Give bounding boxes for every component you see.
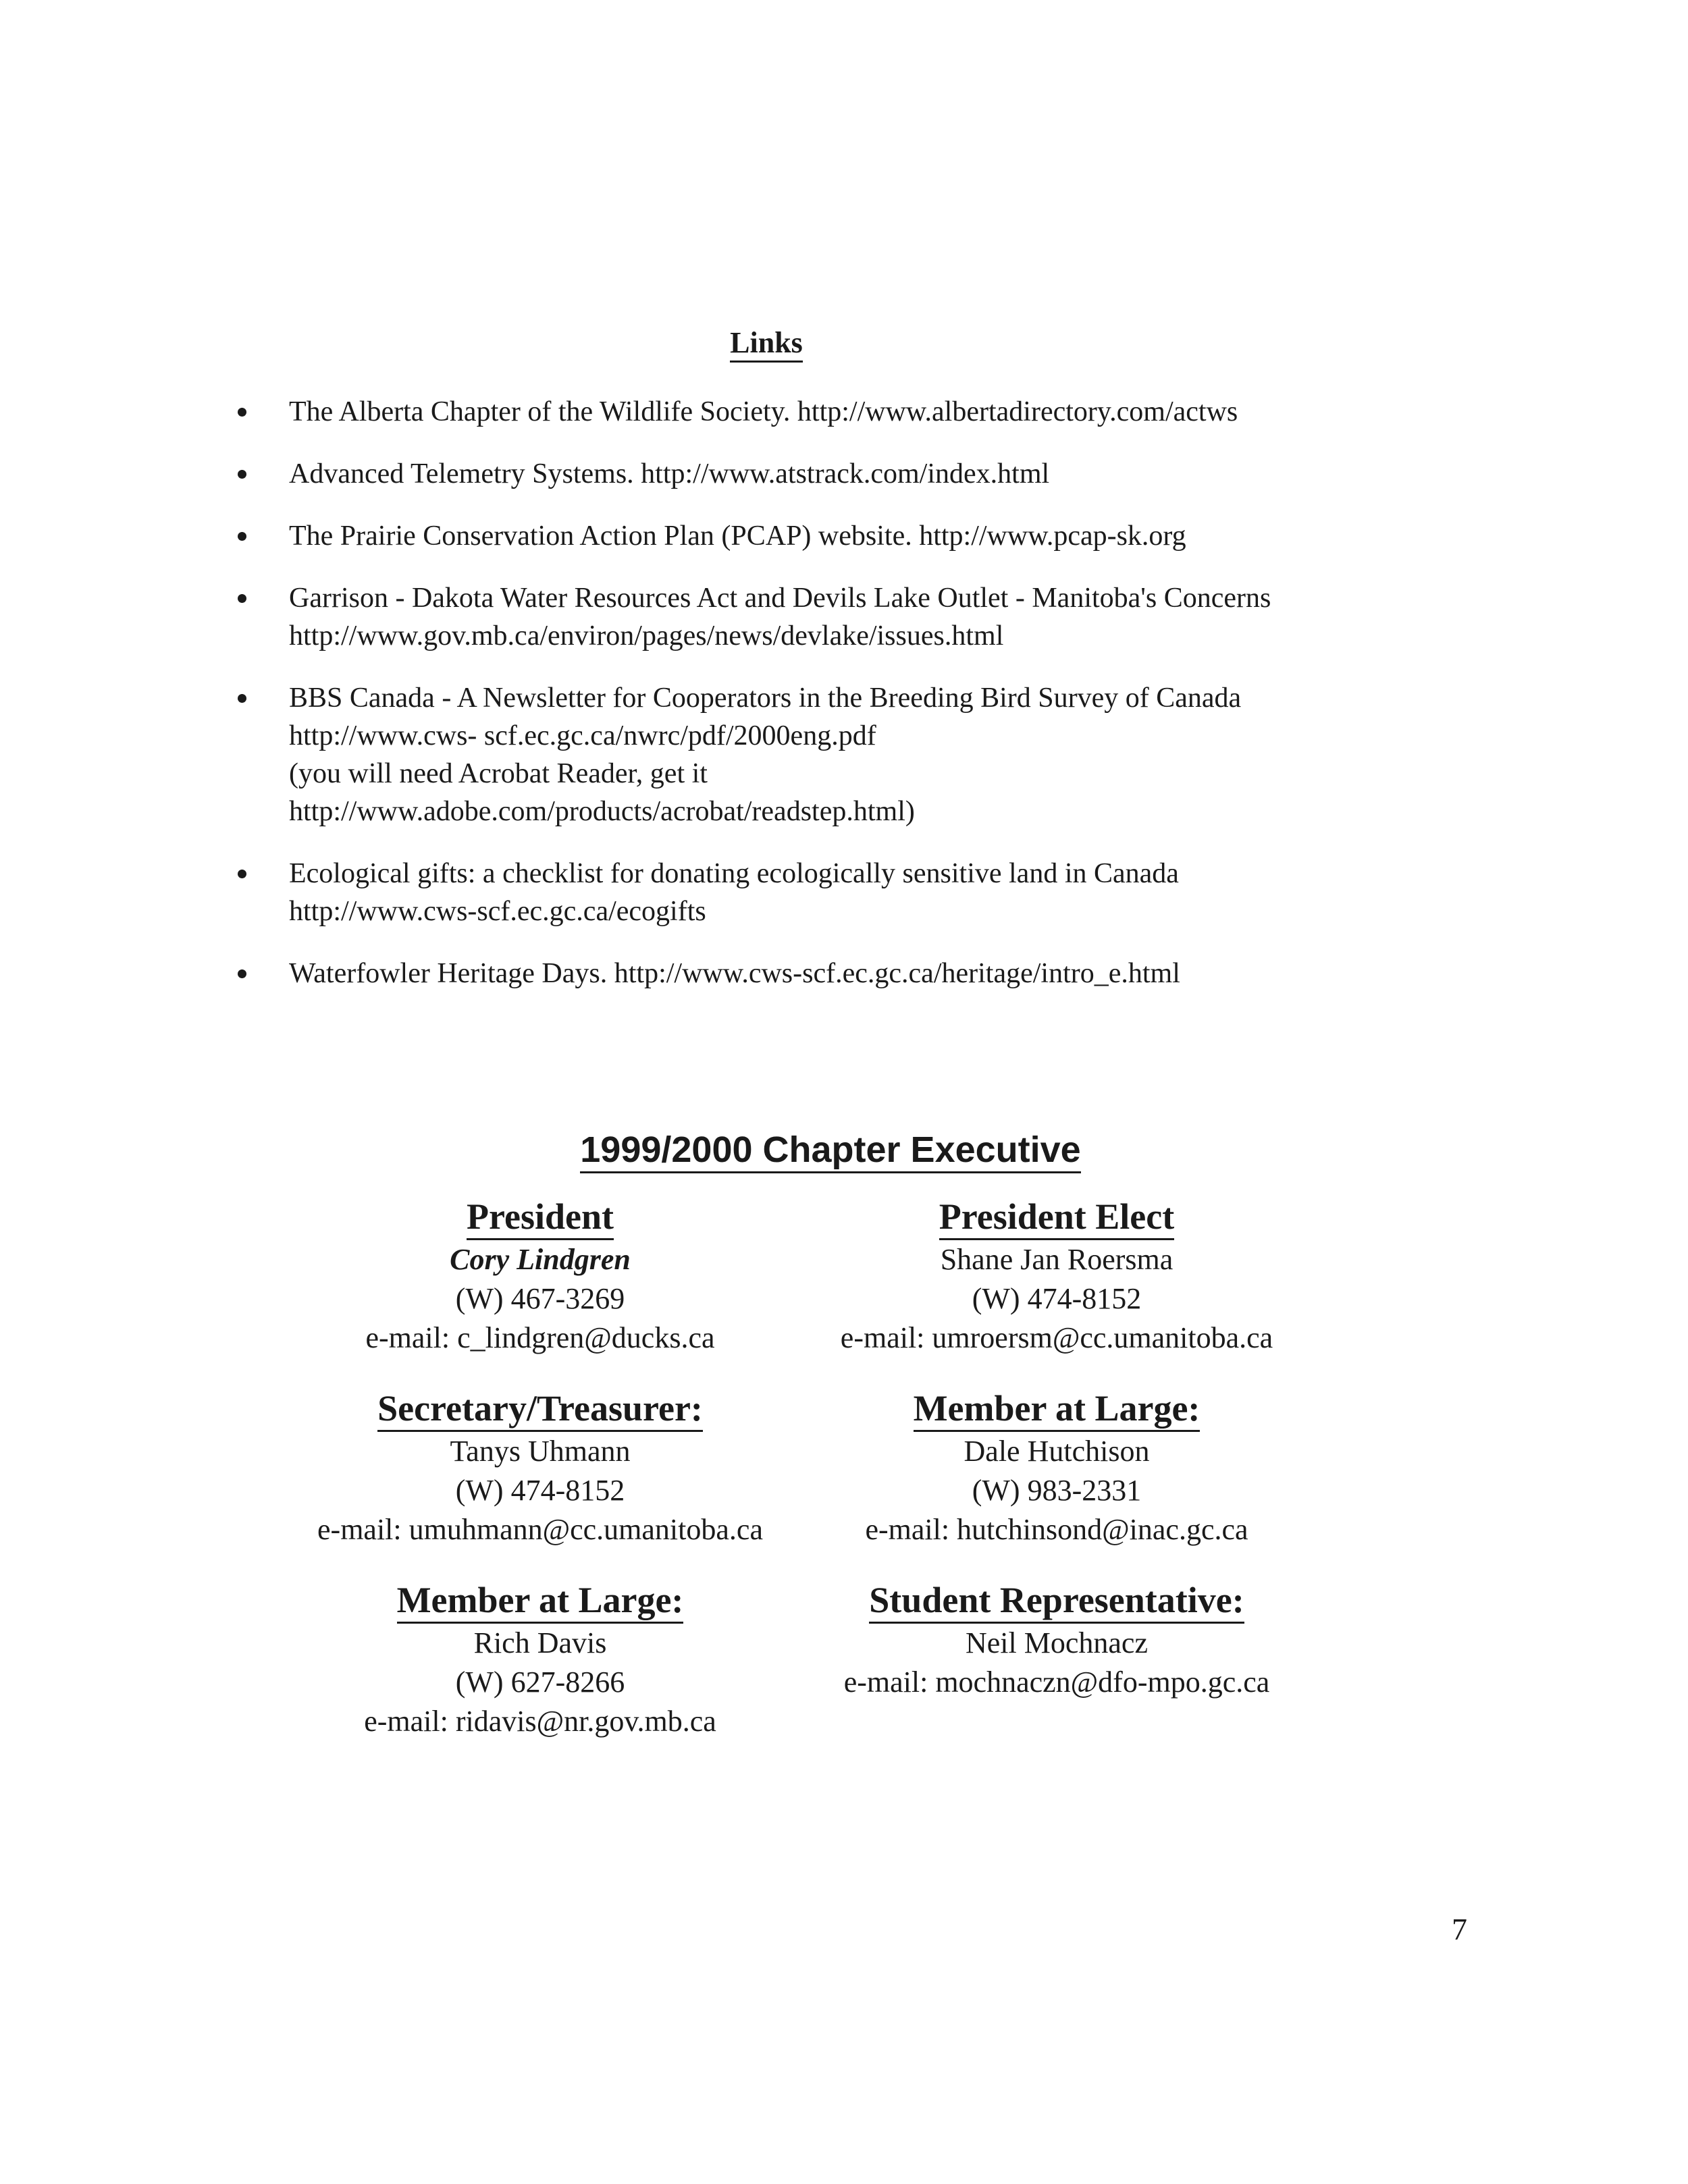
bullet-icon xyxy=(238,532,246,541)
link-note: (you will need Acrobat Reader, get it xyxy=(289,758,708,789)
link-item xyxy=(238,393,1440,431)
officer-email[interactable]: e-mail: mochnaczn@dfo-mpo.gc.ca xyxy=(843,1666,1270,1699)
officer-email[interactable]: e-mail: ridavis@nr.gov.mb.ca xyxy=(364,1705,716,1738)
officer-name: Dale Hutchison xyxy=(964,1435,1150,1468)
links-heading-text: Links xyxy=(730,326,803,363)
link-text[interactable]: The Alberta Chapter of the Wildlife Society. http://www.albertadirectory.com/actws xyxy=(289,396,1238,427)
officer-email[interactable]: e-mail: umuhmann@cc.umanitoba.ca xyxy=(317,1513,763,1546)
link-item xyxy=(238,517,1440,555)
link-item xyxy=(238,579,1440,655)
officer-role: Student Representative: xyxy=(869,1578,1244,1624)
link-item xyxy=(238,455,1440,493)
officer-role: Member at Large: xyxy=(397,1578,684,1624)
link-description: BBS Canada - A Newsletter for Cooperators in the Breeding Bird Survey of Canada xyxy=(289,683,1242,714)
officer-role: Member at Large: xyxy=(914,1387,1201,1432)
link-item xyxy=(238,955,1440,992)
officer-phone: (W) 983-2331 xyxy=(972,1474,1142,1507)
officer-phone: (W) 474-8152 xyxy=(455,1474,625,1507)
officer-president-elect xyxy=(753,1195,1361,1358)
officer-name: Tanys Uhmann xyxy=(450,1435,631,1468)
bullet-icon xyxy=(238,408,246,417)
bullet-icon xyxy=(238,594,246,603)
link-url[interactable]: http://www.cws- scf.ec.gc.ca/nwrc/pdf/2000eng.pdf xyxy=(289,720,876,751)
officer-role: President Elect xyxy=(939,1195,1174,1240)
bullet-icon xyxy=(238,969,246,978)
bullet-icon xyxy=(238,870,246,878)
officer-name: Neil Mochnacz xyxy=(966,1626,1148,1659)
executive-title xyxy=(0,1127,1661,1172)
links-list xyxy=(238,393,1440,1017)
bullet-icon xyxy=(238,694,246,703)
officer-name: Rich Davis xyxy=(473,1626,607,1659)
link-url[interactable]: http://www.gov.mb.ca/environ/pages/news/devlake/issues.html xyxy=(289,620,1004,651)
officer-member-at-large-1 xyxy=(753,1387,1361,1549)
link-description: Garrison - Dakota Water Resources Act and Devils Lake Outlet - Manitoba's Concerns xyxy=(289,583,1271,614)
officer-role: Secretary/Treasurer: xyxy=(377,1387,703,1432)
officer-role: President xyxy=(467,1195,614,1240)
link-item xyxy=(238,679,1440,830)
officer-email[interactable]: e-mail: c_lindgren@ducks.ca xyxy=(365,1321,715,1354)
link-url[interactable]: http://www.adobe.com/products/acrobat/readstep.html) xyxy=(289,796,915,827)
link-text[interactable]: Waterfowler Heritage Days. http://www.cws-scf.ec.gc.ca/heritage/intro_e.html xyxy=(289,958,1180,989)
link-text[interactable]: Advanced Telemetry Systems. http://www.atstrack.com/index.html xyxy=(289,458,1050,489)
officer-name: Cory Lindgren xyxy=(450,1243,631,1276)
officer-phone: (W) 474-8152 xyxy=(972,1282,1142,1315)
page-number: 7 xyxy=(1452,1912,1467,1946)
link-item xyxy=(238,855,1440,930)
officer-student-representative xyxy=(753,1578,1361,1702)
officer-name: Shane Jan Roersma xyxy=(940,1243,1173,1276)
link-description: Ecological gifts: a checklist for donating ecologically sensitive land in Canada xyxy=(289,858,1179,889)
officer-phone: (W) 467-3269 xyxy=(455,1282,625,1315)
bullet-icon xyxy=(238,470,246,479)
link-url[interactable]: http://www.cws-scf.ec.gc.ca/ecogifts xyxy=(289,896,706,927)
officer-email[interactable]: e-mail: hutchinsond@inac.gc.ca xyxy=(865,1513,1248,1546)
links-heading xyxy=(0,325,1533,361)
officer-phone: (W) 627-8266 xyxy=(455,1666,625,1699)
officer-email[interactable]: e-mail: umroersm@cc.umanitoba.ca xyxy=(840,1321,1273,1354)
link-text[interactable]: The Prairie Conservation Action Plan (PCAP) website. http://www.pcap-sk.org xyxy=(289,521,1186,552)
executive-title-text: 1999/2000 Chapter Executive xyxy=(580,1129,1080,1173)
